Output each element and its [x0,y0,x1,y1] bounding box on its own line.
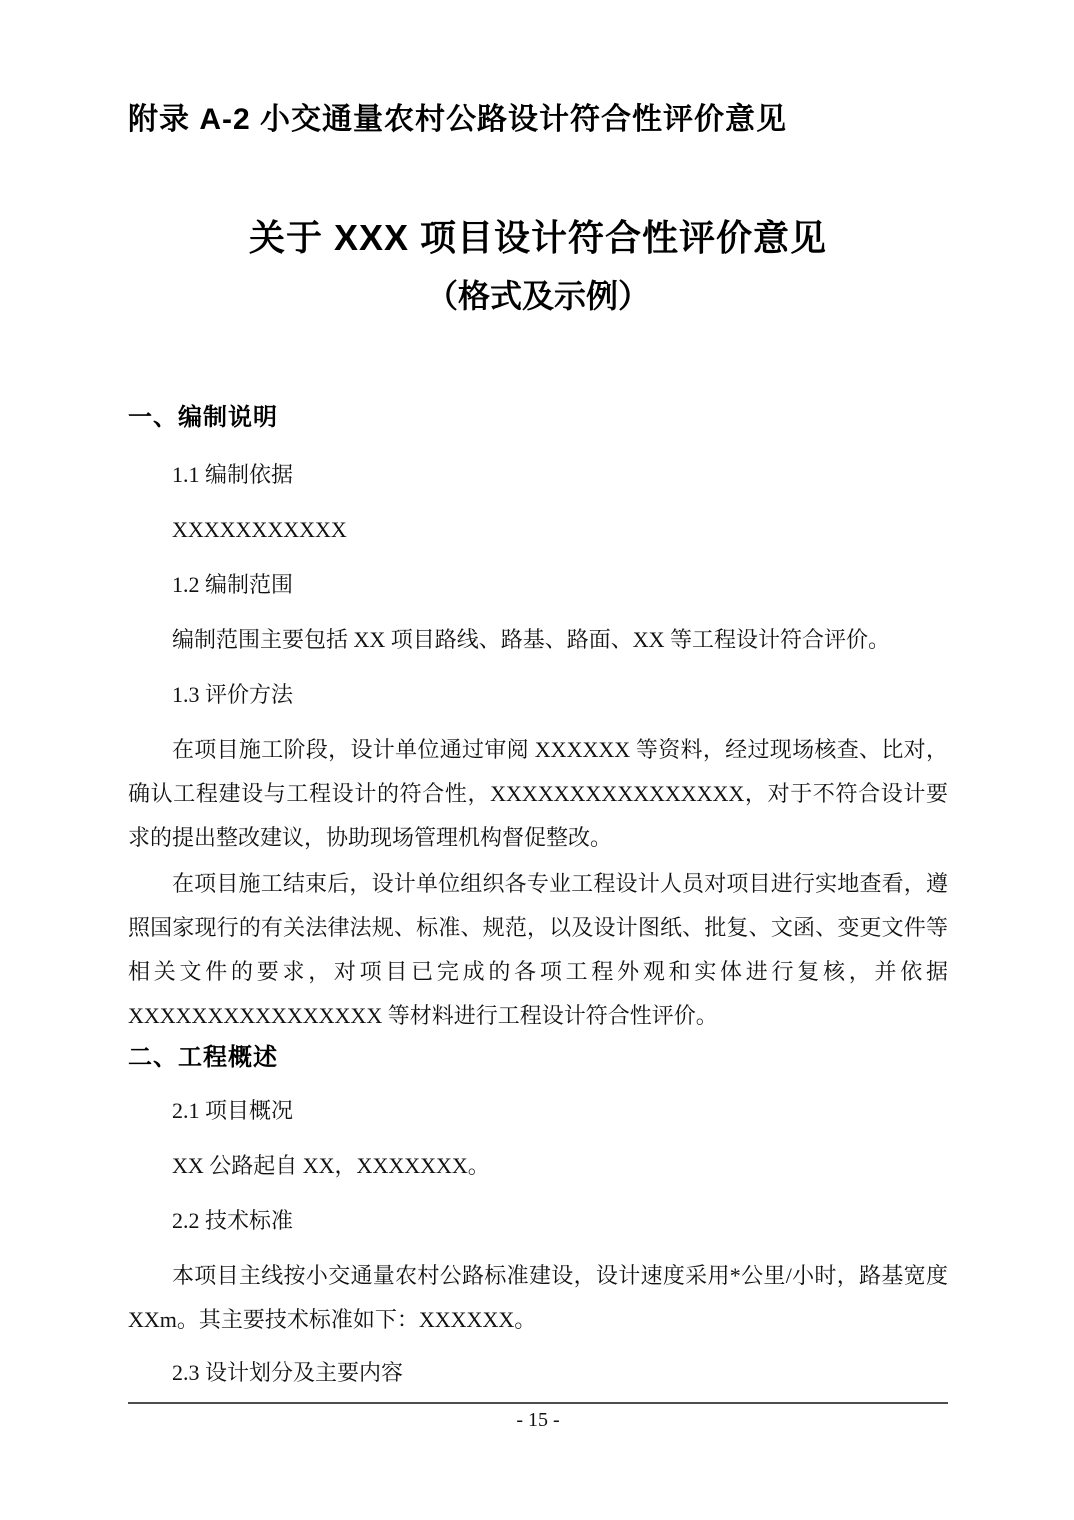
subheading-2-1: 2.1 项目概况 [172,1098,294,1123]
appendix-heading: 附录 A-2 小交通量农村公路设计符合性评价意见 [128,103,788,136]
technical-standard-paragraph: 本项目主线按小交通量农村公路标准建设，设计速度采用*公里/小时，路基宽度 XXm。其主要技术标准如下：XXXXXX。 [128,1263,948,1332]
footer-divider [128,1402,948,1404]
evaluation-method-paragraph-1: 在项目施工阶段，设计单位通过审阅 XXXXXX 等资料，经过现场核查、比对，确认工程建设与工程设计的符合性，XXXXXXXXXXXXXXXX，对于不符合设计要求的提出整改建议，协助现场管理机构督促整改。 [128,737,948,850]
placeholder-basis-text: XXXXXXXXXXX [172,517,347,542]
section-2-heading: 二、工程概述 [128,1044,278,1071]
scope-description-text: 编制范围主要包括 XX 项目路线、路基、路面、XX 等工程设计符合评价。 [172,627,891,652]
subheading-1-3: 1.3 评价方法 [172,682,294,707]
subheading-2-3: 2.3 设计划分及主要内容 [172,1360,404,1385]
subheading-1-1: 1.1 编制依据 [172,462,294,487]
section-1-heading: 一、编制说明 [128,404,278,431]
page-number: - 15 - [516,1409,560,1431]
subheading-1-2: 1.2 编制范围 [172,572,294,597]
evaluation-method-paragraph-2: 在项目施工结束后，设计单位组织各专业工程设计人员对项目进行实地查看，遵照国家现行的有关法律法规、标准、规范，以及设计图纸、批复、文函、变更文件等相关文件的要求，对项目已完成的各项工程外观和实体进行复核，并依据 XXXXXXXXXXXXXXXX 等材料进行工程设计符合性评价。 [128,871,948,1028]
document-title: 关于 XXX 项目设计符合性评价意见 [248,217,828,258]
page-footer [128,1402,948,1433]
subheading-2-2: 2.2 技术标准 [172,1208,294,1233]
document-subtitle: （格式及示例） [425,278,650,314]
project-overview-text: XX 公路起自 XX，XXXXXXX。 [172,1153,490,1178]
